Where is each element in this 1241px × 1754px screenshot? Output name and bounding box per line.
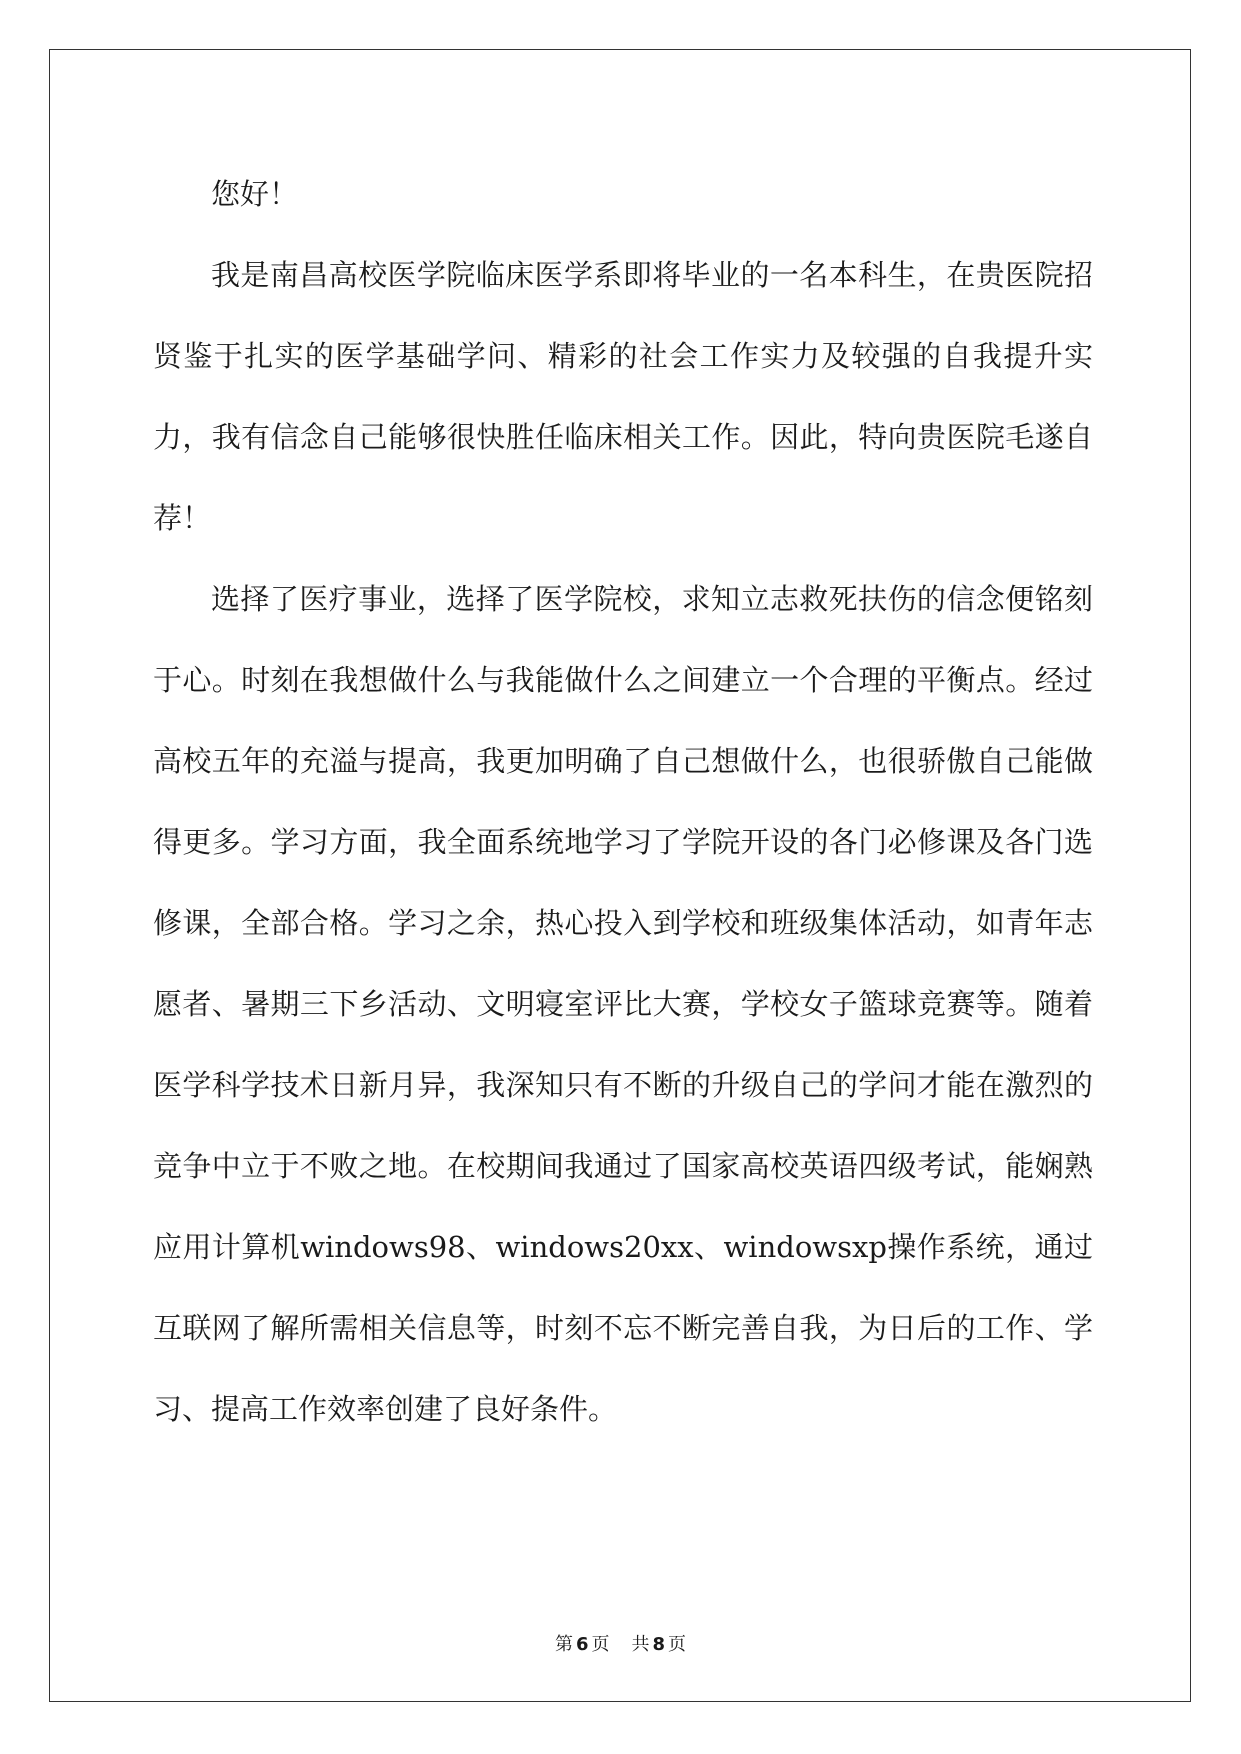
current-page-number: 6 <box>575 1634 589 1655</box>
page-prefix: 第 <box>554 1634 573 1655</box>
paragraph-2: 选择了医疗事业，选择了医学院校，求知立志救死扶伤的信念便铭刻于心。时刻在我想做什么与我能做什么之间建立一个合理的平衡点。经过高校五年的充溢与提高，我更加明确了自己想做什么，也很骄傲自己能做得更多。学习方面，我全面系统地学习了学院开设的各门必修课及各门选修课，全部合格。学习之余，热心投入到学校和班级集体活动，如青年志愿者、暑期三下乡活动、文明寝室评比大赛，学校女子篮球竞赛等。随着医学科学技术日新月异，我深知只有不断的升级自己的学问才能在激烈的竞争中立于不败之地。在校期间我通过了国家高校英语四级考试，能娴熟应用计算机windows98、windows20xx、windowsxp操作系统，通过互联网了解所需相关信息等，时刻不忘不断完善自我，为日后的工作、学习、提高工作效率创建了良好条件。 <box>153 582 1093 1426</box>
total-suffix: 页 <box>668 1634 687 1655</box>
paragraph-1: 我是南昌高校医学院临床医学系即将毕业的一名本科生，在贵医院招贤鉴于扎实的医学基础学问、精彩的社会工作实力及较强的自我提升实力，我有信念自己能够很快胜任临床相关工作。因此，特向贵医院毛遂自荐！ <box>153 258 1093 535</box>
greeting: 您好！ <box>211 177 299 211</box>
page-footer <box>0 1630 1241 1656</box>
page-suffix: 页 <box>591 1634 610 1655</box>
total-page-number: 8 <box>652 1634 666 1655</box>
letter-body <box>153 154 1093 1450</box>
total-prefix: 共 <box>631 1634 650 1655</box>
